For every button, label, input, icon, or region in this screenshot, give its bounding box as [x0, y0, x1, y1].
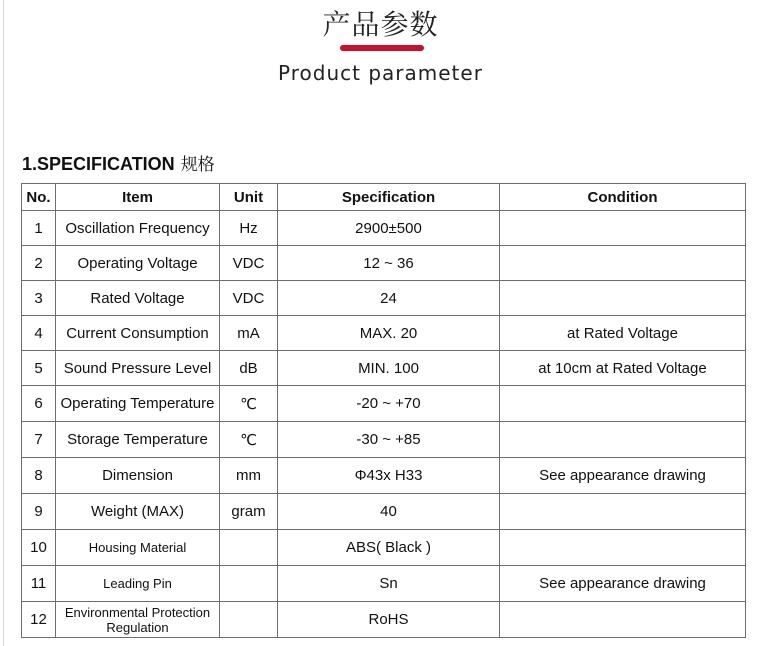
cell-condition [500, 530, 746, 566]
page-left-border [3, 0, 4, 646]
cell-item: Operating Voltage [56, 246, 220, 281]
table-row [22, 316, 746, 351]
table-row [22, 351, 746, 386]
cell-spec: 24 [278, 281, 500, 316]
cell-no: 8 [22, 458, 56, 494]
section-title: 1.SPECIFICATION [22, 154, 175, 174]
cell-no: 9 [22, 494, 56, 530]
cell-spec: 12 ~ 36 [278, 246, 500, 281]
cell-item: Leading Pin [56, 566, 220, 602]
cell-condition [500, 386, 746, 422]
cell-condition [500, 602, 746, 638]
table-row [22, 494, 746, 530]
cell-unit: mm [220, 458, 278, 494]
cell-no: 3 [22, 281, 56, 316]
cell-spec: RoHS [278, 602, 500, 638]
column-header-no: No. [22, 184, 56, 211]
table-row [22, 211, 746, 246]
cell-unit: ℃ [220, 422, 278, 458]
cell-item: Environmental Protection Regulation [56, 602, 220, 638]
cell-spec: Sn [278, 566, 500, 602]
cell-item: Dimension [56, 458, 220, 494]
cell-item: Rated Voltage [56, 281, 220, 316]
page-title-en: Product parameter [278, 61, 483, 85]
cell-condition [500, 211, 746, 246]
title-accent-bar [340, 45, 424, 51]
cell-item: Storage Temperature [56, 422, 220, 458]
column-header-specification: Specification [278, 184, 500, 211]
specification-table [21, 183, 746, 638]
cell-no: 6 [22, 386, 56, 422]
cell-condition [500, 494, 746, 530]
cell-condition: at 10cm at Rated Voltage [500, 351, 746, 386]
cell-spec: MIN. 100 [278, 351, 500, 386]
cell-unit: VDC [220, 246, 278, 281]
cell-spec: -20 ~ +70 [278, 386, 500, 422]
cell-unit [220, 530, 278, 566]
table-header-row [22, 184, 746, 211]
section-heading [22, 150, 215, 175]
cell-spec: 40 [278, 494, 500, 530]
cell-condition: See appearance drawing [500, 566, 746, 602]
cell-item: Oscillation Frequency [56, 211, 220, 246]
cell-unit [220, 602, 278, 638]
cell-unit: gram [220, 494, 278, 530]
table-row [22, 246, 746, 281]
cell-spec: MAX. 20 [278, 316, 500, 351]
cell-spec: Φ43x H33 [278, 458, 500, 494]
cell-no: 7 [22, 422, 56, 458]
cell-spec: -30 ~ +85 [278, 422, 500, 458]
section-title-cn: 规格 [180, 155, 215, 175]
cell-condition: at Rated Voltage [500, 316, 746, 351]
cell-item: Operating Temperature [56, 386, 220, 422]
table-row [22, 566, 746, 602]
cell-spec: 2900±500 [278, 211, 500, 246]
cell-no: 4 [22, 316, 56, 351]
table-row [22, 602, 746, 638]
table-row [22, 422, 746, 458]
cell-no: 5 [22, 351, 56, 386]
cell-no: 2 [22, 246, 56, 281]
cell-unit: dB [220, 351, 278, 386]
cell-condition [500, 246, 746, 281]
cell-no: 1 [22, 211, 56, 246]
cell-item: Housing Material [56, 530, 220, 566]
cell-no: 10 [22, 530, 56, 566]
cell-spec: ABS( Black ) [278, 530, 500, 566]
cell-condition: See appearance drawing [500, 458, 746, 494]
cell-condition [500, 422, 746, 458]
cell-unit: Hz [220, 211, 278, 246]
cell-item: Weight (MAX) [56, 494, 220, 530]
cell-unit: mA [220, 316, 278, 351]
cell-unit [220, 566, 278, 602]
table-row [22, 281, 746, 316]
cell-condition [500, 281, 746, 316]
cell-unit: VDC [220, 281, 278, 316]
cell-item: Current Consumption [56, 316, 220, 351]
table-row [22, 530, 746, 566]
cell-item: Sound Pressure Level [56, 351, 220, 386]
table-row [22, 458, 746, 494]
cell-no: 11 [22, 566, 56, 602]
page-title-cn: 产品参数 [322, 8, 439, 41]
cell-no: 12 [22, 602, 56, 638]
cell-unit: ℃ [220, 386, 278, 422]
column-header-item: Item [56, 184, 220, 211]
column-header-condition: Condition [500, 184, 746, 211]
column-header-unit: Unit [220, 184, 278, 211]
table-row [22, 386, 746, 422]
